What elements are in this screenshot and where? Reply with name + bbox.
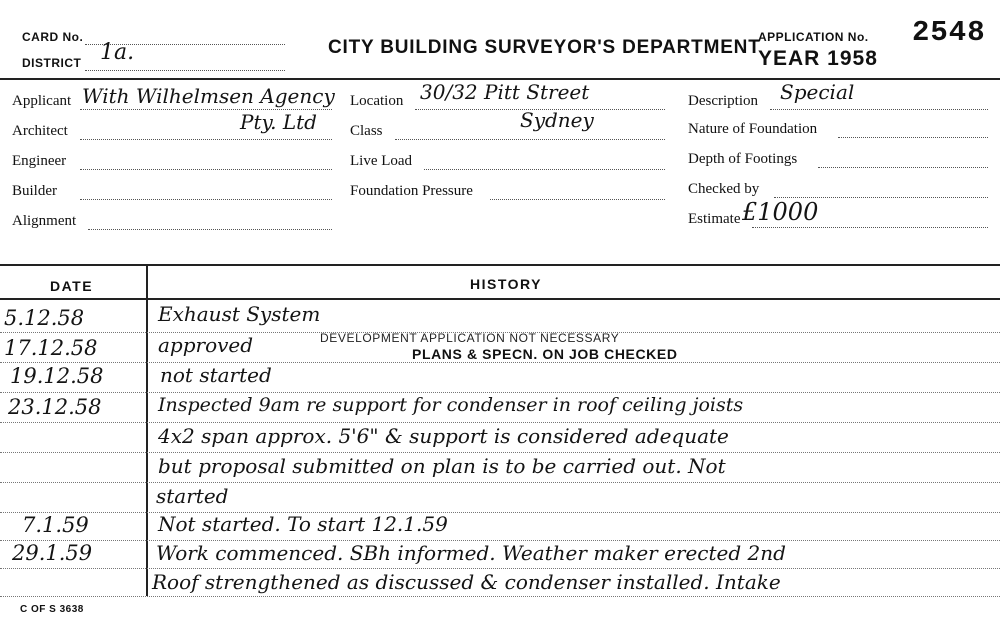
foundation-pressure-line (490, 199, 665, 200)
live-load-label: Live Load (350, 153, 413, 169)
applicant-value: With Wilhelmsen Agency (82, 84, 335, 108)
history-entry: Inspected 9am re support for condenser in roof ceiling joists (158, 394, 744, 416)
history-entry: approved (158, 333, 254, 357)
applicant-label: Applicant (12, 93, 72, 109)
history-date: 29.1.59 (12, 541, 93, 565)
history-entry: started (156, 484, 229, 508)
alignment-label: Alignment (12, 213, 77, 229)
class-value: Sydney (520, 108, 594, 132)
architect-line (80, 139, 332, 140)
history-date: 7.1.59 (22, 513, 89, 537)
engineer-line (80, 169, 332, 170)
history-top-rule (0, 264, 1000, 266)
history-entry: not started (160, 363, 272, 387)
live-load-line (424, 169, 665, 170)
builder-line (80, 199, 332, 200)
depth-of-footings-line (818, 167, 988, 168)
history-date: 5.12.58 (4, 306, 85, 330)
estimate-line (752, 227, 988, 228)
form-code: C OF S 3638 (20, 604, 84, 615)
location-label: Location (350, 93, 404, 109)
history-date: 17.12.58 (4, 336, 98, 360)
row-rule (0, 452, 1000, 453)
row-rule (0, 422, 1000, 423)
history-entry: but proposal submitted on plan is to be carried out. Not (158, 454, 726, 478)
district-line (85, 70, 285, 71)
history-entry: Roof strengthened as discussed & condenser installed. Intake (152, 570, 781, 594)
class-line (395, 139, 665, 140)
department-title: CITY BUILDING SURVEYOR'S DEPARTMENT (328, 37, 761, 58)
history-entry: Not started. To start 12.1.59 (158, 512, 448, 536)
estimate-value: £1000 (742, 198, 819, 226)
depth-of-footings-label: Depth of Footings (688, 151, 798, 167)
alignment-line (88, 229, 332, 230)
engineer-label: Engineer (12, 153, 67, 169)
architect-label: Architect (12, 123, 68, 139)
foundation-pressure-label: Foundation Pressure (350, 183, 473, 199)
nature-of-foundation-line (838, 137, 988, 138)
row-rule (0, 596, 1000, 597)
development-stamp: DEVELOPMENT APPLICATION NOT NECESSARY (320, 331, 620, 345)
history-entry: Exhaust System (158, 302, 321, 326)
class-label: Class (350, 123, 383, 139)
description-label: Description (688, 93, 758, 109)
description-line (770, 109, 988, 110)
district-value: 1a. (100, 40, 135, 65)
builder-label: Builder (12, 183, 57, 199)
checked-by-label: Checked by (688, 181, 760, 197)
row-rule (0, 568, 1000, 569)
row-rule (0, 482, 1000, 483)
architect-value: Pty. Ltd (240, 110, 317, 134)
row-rule (0, 392, 1000, 393)
history-entry: Work commenced. SBh informed. Weather maker erected 2nd (156, 541, 786, 565)
history-date: 23.12.58 (8, 395, 102, 419)
application-number: 2548 (912, 16, 986, 49)
date-column-divider (146, 266, 148, 596)
card-no-label: CARD No. (22, 30, 84, 44)
history-header-rule (0, 298, 1000, 300)
nature-of-foundation-label: Nature of Foundation (688, 121, 818, 137)
plans-stamp: PLANS & SPECN. ON JOB CHECKED (412, 346, 678, 362)
history-date: 19.12.58 (10, 364, 104, 388)
row-rule (0, 512, 1000, 513)
date-column-header: DATE (50, 278, 94, 294)
estimate-label: Estimate (688, 211, 741, 227)
history-column-header: HISTORY (470, 276, 542, 292)
district-label: DISTRICT (22, 56, 82, 70)
description-value: Special (780, 80, 855, 104)
row-rule (0, 362, 1000, 363)
year-label: YEAR 1958 (758, 47, 878, 70)
location-value: 30/32 Pitt Street (420, 80, 590, 104)
history-entry: 4x2 span approx. 5'6" & support is considered adequate (158, 424, 729, 448)
application-label: APPLICATION No. (758, 30, 869, 44)
